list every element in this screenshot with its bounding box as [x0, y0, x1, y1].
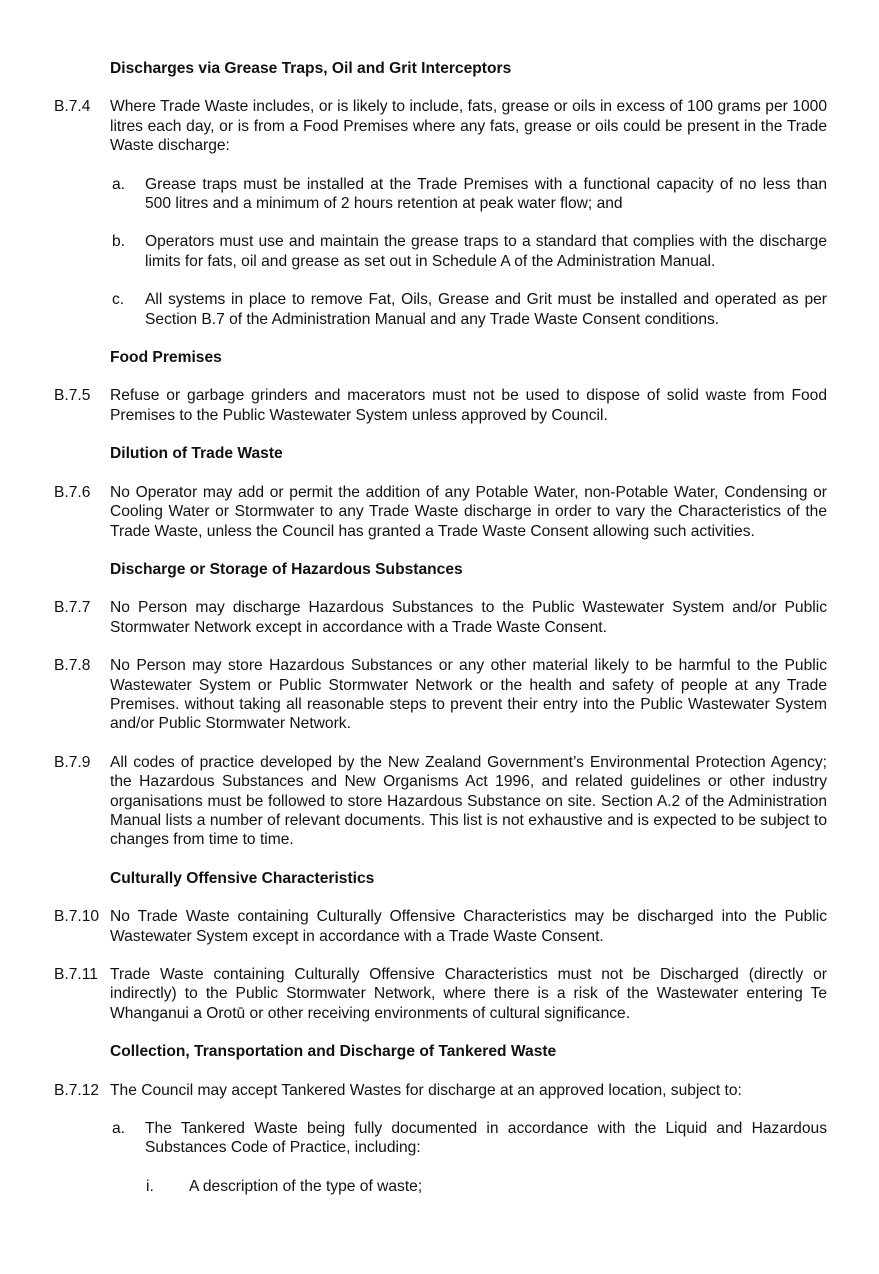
clause-text: No Operator may add or permit the addition of any Potable Water, non-Potable Water, Condensing or Cooling Water or Stormwater to any Trade Waste discharge in order to vary the Characteristics of the Trade Waste, unless the Council has granted a Trade Waste Consent allowing such activities.: [110, 483, 827, 540]
sub-clause-text: All systems in place to remove Fat, Oils, Grease and Grit must be installed and operated as per Section B.7 of the Administration Manual and any Trade Waste Consent conditions.: [145, 291, 827, 328]
clause-text: The Council may accept Tankered Wastes for discharge at an approved location, subject to:: [110, 1081, 742, 1099]
section-heading: Dilution of Trade Waste: [110, 445, 283, 463]
sub-clause-label: c.: [112, 291, 125, 309]
clause-b-7-7: [0, 598, 879, 637]
clause-b-7-8: [0, 656, 879, 734]
sub-sub-clause-text: A description of the type of waste;: [189, 1177, 423, 1195]
clause-b-7-9: [0, 753, 879, 850]
sub-sub-clause-i: [0, 1177, 879, 1196]
clause-number: B.7.7: [54, 599, 91, 617]
clause-b-7-10: [0, 907, 879, 946]
sub-clause-a: [0, 175, 879, 214]
sub-clause-label: a.: [112, 1120, 126, 1138]
clause-text: No Person may discharge Hazardous Substances to the Public Wastewater System and/or Public Stormwater Network except in accordance with a Trade Waste Consent.: [110, 599, 827, 636]
clause-text: Refuse or garbage grinders and macerators must not be used to dispose of solid waste from Food Premises to the Public Wastewater System unless approved by Council.: [110, 387, 827, 424]
section-heading: Culturally Offensive Characteristics: [110, 869, 375, 887]
clause-number: B.7.12: [54, 1081, 100, 1099]
clause-b-7-12: [0, 1081, 879, 1100]
sub-clause-b: [0, 232, 879, 271]
clause-number: B.7.6: [54, 483, 91, 501]
sub-clause-a: [0, 1119, 879, 1158]
sub-sub-clause-label: i.: [146, 1177, 154, 1195]
section-heading: Discharges via Grease Traps, Oil and Grit Interceptors: [110, 60, 512, 77]
clause-text: All codes of practice developed by the New Zealand Government’s Environmental Protection Agency; the Hazardous Substances and New Organisms Act 1996, and related guidelines or other industry organisations must be followed to store Hazardous Substance on site. Section A.2 of the Administration Manual lists a number of relevant documents. This list is not exhaustive and is expected to be subject to changes from time to time.: [110, 753, 827, 849]
clause-b-7-6: [0, 483, 879, 541]
section-heading: Discharge or Storage of Hazardous Substances: [110, 560, 463, 578]
clause-text: Trade Waste containing Culturally Offensive Characteristics must not be Discharged (directly or indirectly) to the Public Stormwater Network, where there is a risk of the Wastewater entering Te Whanganui a Orotū or other receiving environments of cultural significance.: [110, 966, 827, 1022]
clause-number: B.7.4: [54, 98, 91, 116]
clause-number: B.7.9: [54, 753, 91, 771]
section-heading: Collection, Transportation and Discharge of Tankered Waste: [110, 1043, 557, 1061]
sub-clause-label: a.: [112, 175, 126, 193]
sub-clause-c: [0, 290, 879, 329]
sub-clause-text: Operators must use and maintain the grease traps to a standard that complies with the discharge limits for fats, oil and grease as set out in Schedule A of the Administration Manual.: [145, 233, 827, 270]
clause-number: B.7.8: [54, 657, 91, 675]
clause-number: B.7.11: [54, 966, 98, 983]
section-heading: Food Premises: [110, 349, 222, 367]
clause-b-7-5: [0, 386, 879, 425]
sub-clause-text: Grease traps must be installed at the Trade Premises with a functional capacity of no less than 500 litres and a minimum of 2 hours retention at peak water flow; and: [145, 175, 827, 213]
sub-clause-label: b.: [112, 233, 126, 251]
clause-text: Where Trade Waste includes, or is likely to include, fats, grease or oils in excess of 100 grams per 1000 litres each day, or is from a Food Premises where any fats, grease or oils could be present in the Trade Waste discharge:: [110, 98, 827, 155]
clause-text: No Trade Waste containing Culturally Offensive Characteristics may be discharged into the Public Wastewater System except in accordance with a Trade Waste Consent.: [110, 908, 827, 945]
clause-b-7-11: [0, 965, 879, 1023]
clause-b-7-4: [0, 97, 879, 155]
clause-number: B.7.5: [54, 387, 91, 405]
sub-clause-text: The Tankered Waste being fully documented in accordance with the Liquid and Hazardous Substances Code of Practice, including:: [145, 1120, 827, 1157]
clause-number: B.7.10: [54, 908, 100, 926]
clause-text: No Person may store Hazardous Substances or any other material likely to be harmful to the Public Wastewater System or Public Stormwater Network or the health and safety of people at any Trade Premises. without taking all reasonable steps to prevent their entry into the Public Wastewater System and/or Public Stormwater Network.: [110, 657, 827, 733]
